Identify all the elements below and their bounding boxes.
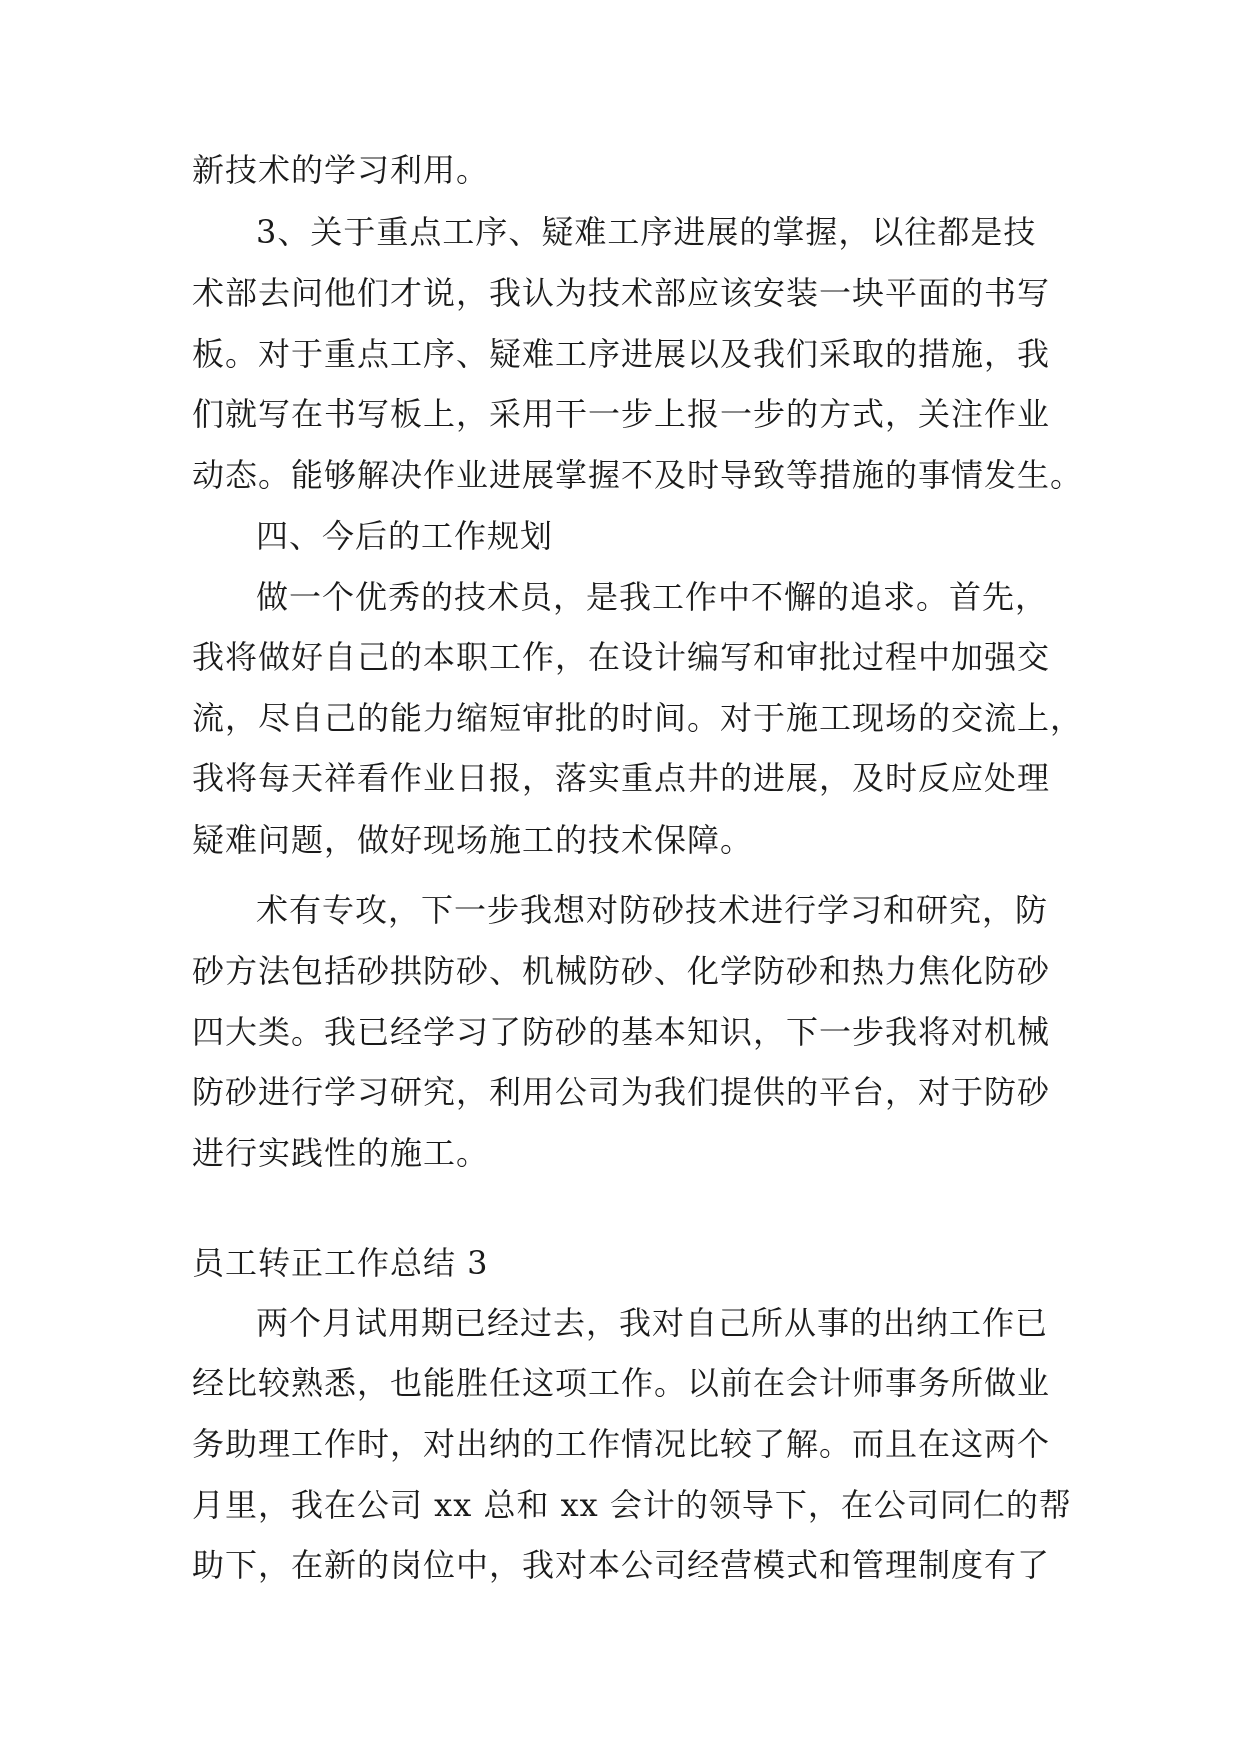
- text-line: 我将每天祥看作业日报，落实重点井的进展，及时反应处理: [192, 759, 1051, 797]
- text-line: 进行实践性的施工。: [192, 1134, 490, 1172]
- text-line: 板。对于重点工序、疑难工序进展以及我们采取的措施，我: [192, 335, 1051, 373]
- text-line: 3、关于重点工序、疑难工序进展的掌握，以往都是技: [256, 213, 1037, 251]
- text-line: 新技术的学习利用。: [192, 151, 490, 189]
- text-line: 砂方法包括砂拱防砂、机械防砂、化学防砂和热力焦化防砂: [192, 952, 1051, 990]
- text-line: 助下，在新的岗位中，我对本公司经营模式和管理制度有了: [192, 1546, 1051, 1584]
- text-line: 四大类。我已经学习了防砂的基本知识，下一步我将对机械: [192, 1013, 1051, 1051]
- section-heading: 四、今后的工作规划: [256, 517, 554, 555]
- text-line: 流，尽自己的能力缩短审批的时间。对于施工现场的交流上，: [192, 699, 1084, 737]
- text-line: 月里，我在公司 xx 总和 xx 会计的领导下，在公司同仁的帮: [192, 1486, 1072, 1524]
- text-line: 术有专攻，下一步我想对防砂技术进行学习和研究，防: [256, 891, 1049, 929]
- text-line: 疑难问题，做好现场施工的技术保障。: [192, 821, 754, 859]
- text-line: 两个月试用期已经过去，我对自己所从事的出纳工作已: [256, 1304, 1049, 1342]
- text-line: 动态。能够解决作业进展掌握不及时导致等措施的事情发生。: [192, 456, 1084, 494]
- text-line: 做一个优秀的技术员，是我工作中不懈的追求。首先，: [256, 578, 1049, 616]
- text-line: 经比较熟悉，也能胜任这项工作。以前在会计师事务所做业: [192, 1364, 1051, 1402]
- text-line: 们就写在书写板上，采用干一步上报一步的方式，关注作业: [192, 395, 1051, 433]
- text-line: 我将做好自己的本职工作，在设计编写和审批过程中加强交: [192, 638, 1051, 676]
- text-line: 防砂进行学习研究，利用公司为我们提供的平台，对于防砂: [192, 1073, 1051, 1111]
- text-line: 术部去问他们才说，我认为技术部应该安装一块平面的书写: [192, 274, 1051, 312]
- section-title: 员工转正工作总结 3: [192, 1244, 489, 1282]
- text-line: 务助理工作时，对出纳的工作情况比较了解。而且在这两个: [192, 1425, 1051, 1463]
